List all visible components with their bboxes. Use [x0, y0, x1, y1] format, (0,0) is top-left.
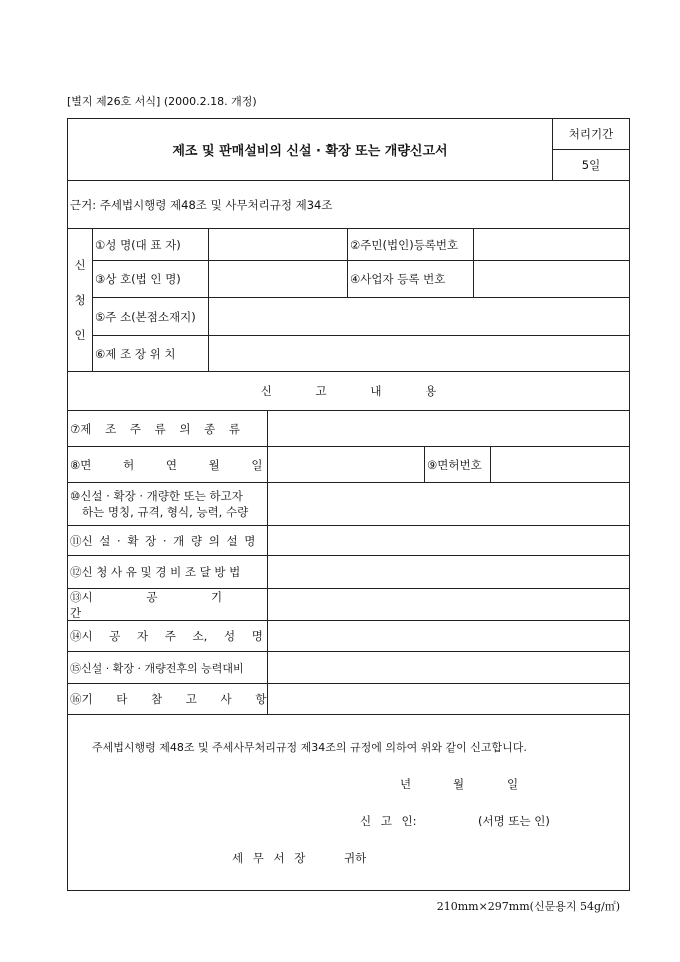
resident-no-field[interactable]: [473, 228, 630, 261]
date-month: 월: [453, 777, 465, 791]
construction-period-field[interactable]: [267, 588, 630, 621]
reason-funding-field[interactable]: [267, 555, 630, 589]
business-name-field[interactable]: [208, 260, 348, 298]
capacity-compare-label: ⑮신설 · 확장 · 개량전후의 능력대비: [67, 651, 268, 684]
business-name-label: ③상 호(법 인 명): [92, 260, 209, 298]
name-field[interactable]: [208, 228, 348, 261]
address-label: ⑤주 소(본점소재지): [92, 297, 209, 336]
capacity-compare-field[interactable]: [267, 651, 630, 684]
resident-no-label: ②주민(법인)등록번호: [347, 228, 474, 261]
declarant-label: 신 고 인:: [360, 814, 417, 828]
content-header: 신 고 내 용: [67, 371, 630, 411]
description-label: ⑪신 설 · 확 장 · 개 량 의 설 명: [67, 525, 268, 556]
form-title: 제조 및 판매설비의 신설 · 확장 또는 개량신고서: [67, 118, 553, 181]
factory-location-field[interactable]: [208, 335, 630, 372]
liquor-type-field[interactable]: [267, 410, 630, 447]
contractor-label: ⑭시 공 자 주 소, 성 명: [67, 620, 268, 652]
date-year: 년: [400, 777, 412, 791]
legal-basis: 근거: 주세법시행령 제48조 및 사무처리규정 제34조: [67, 180, 630, 229]
equipment-spec-field[interactable]: [267, 482, 630, 526]
applicant-group-label: 신 청 인: [67, 228, 93, 372]
liquor-type-label: ⑦제 조 주 류 의 종 류: [67, 410, 268, 447]
addressee: 세 무 서 장 귀하: [232, 851, 367, 865]
license-date-label: ⑧면 허 연 월 일: [67, 446, 268, 483]
address-field[interactable]: [208, 297, 630, 336]
construction-period-label: ⑬시 공 기 간: [67, 588, 268, 621]
contractor-field[interactable]: [267, 620, 630, 652]
date-day: 일: [507, 777, 519, 791]
processing-period-value: 5일: [552, 149, 630, 181]
paper-spec: 210mm×297mm(신문용지 54g/㎡): [436, 900, 620, 913]
license-no-field[interactable]: [490, 446, 630, 483]
business-reg-no-label: ④사업자 등록 번호: [347, 260, 474, 298]
factory-location-label: ⑥제 조 장 위 치: [92, 335, 209, 372]
equipment-spec-label: ⑩신설 · 확장 · 개량한 또는 하고자 하는 명칭, 규격, 형식, 능력, 수량: [67, 482, 268, 526]
other-notes-label: ⑯기 타 참 고 사 항: [67, 683, 268, 715]
processing-period-label: 처리기간: [552, 118, 630, 150]
description-field[interactable]: [267, 525, 630, 556]
license-date-field[interactable]: [267, 446, 425, 483]
reason-funding-label: ⑫신 청 사 유 및 경 비 조 달 방 법: [67, 555, 268, 589]
name-label: ①성 명(대 표 자): [92, 228, 209, 261]
license-no-label: ⑨면허번호: [424, 446, 491, 483]
business-reg-no-field[interactable]: [473, 260, 630, 298]
form-reference: [별지 제26호 서식] (2000.2.18. 개정): [67, 95, 257, 108]
other-notes-field[interactable]: [267, 683, 630, 715]
declaration-text: 주세법시행령 제48조 및 주세사무처리규정 제34조의 규정에 의하여 위와 같이 신고합니다.: [92, 741, 527, 754]
signature-note: (서명 또는 인): [478, 814, 550, 828]
